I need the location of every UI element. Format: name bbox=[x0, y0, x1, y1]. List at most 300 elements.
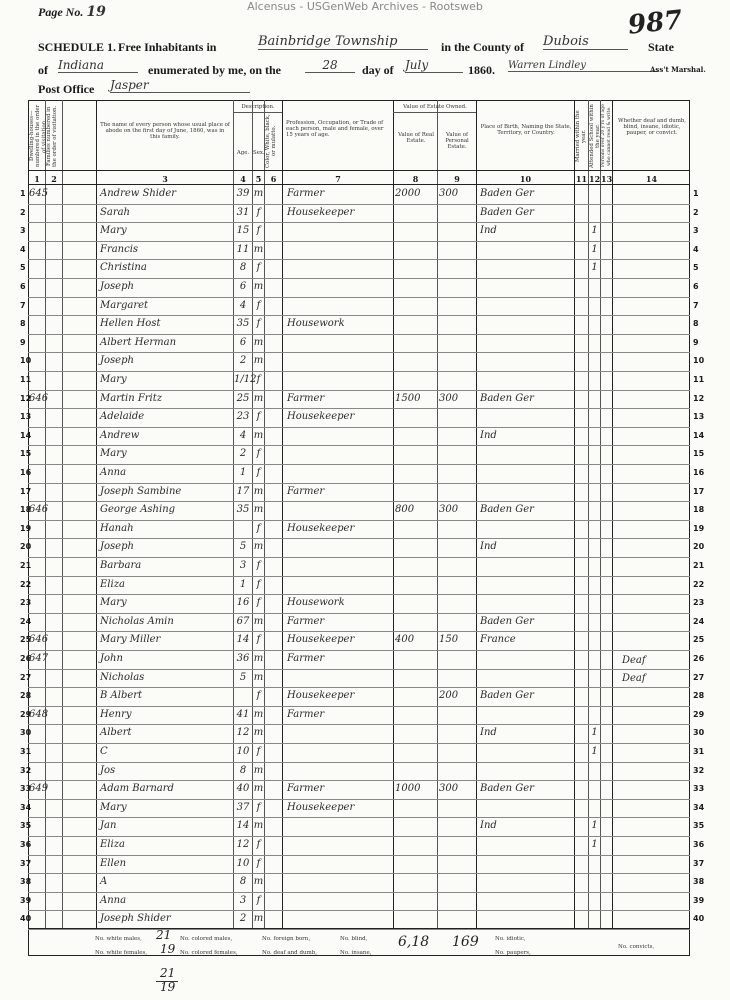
row-age: 36 bbox=[236, 653, 250, 664]
row-school bbox=[589, 780, 600, 798]
footer-white-females-value: 19 bbox=[160, 942, 176, 956]
row-occ bbox=[287, 427, 391, 445]
row-dw: 646 bbox=[29, 634, 49, 646]
row-occ bbox=[287, 743, 391, 761]
row-age: 2 bbox=[239, 448, 247, 460]
row-pers bbox=[439, 259, 475, 277]
row-number-right: 32 bbox=[693, 765, 705, 775]
state-label: State bbox=[648, 40, 674, 54]
row-pers: 300 bbox=[439, 504, 459, 516]
row-real bbox=[395, 241, 436, 259]
row-birth bbox=[480, 892, 572, 910]
row-number-right: 20 bbox=[693, 542, 705, 552]
col-divider bbox=[574, 100, 575, 928]
row-number-left: 33 bbox=[20, 784, 32, 794]
row-school bbox=[589, 390, 600, 408]
row-pers bbox=[439, 445, 475, 463]
row-pers bbox=[439, 557, 475, 575]
footer-idiotic: No. idiotic, bbox=[495, 936, 526, 942]
row-dw bbox=[29, 594, 46, 612]
marshal-name: Warren Lindley bbox=[508, 60, 658, 72]
row-age: 11 bbox=[236, 243, 250, 255]
row-occ bbox=[287, 855, 391, 873]
row-age: 5 bbox=[239, 671, 247, 683]
schedule-heading: SCHEDULE 1. bbox=[38, 40, 117, 54]
row-birth: Baden Ger bbox=[480, 615, 534, 627]
row-birth: Baden Ger bbox=[480, 188, 534, 199]
row-occ: Housekeeper bbox=[287, 411, 355, 423]
row-birth bbox=[480, 408, 572, 426]
row-dw bbox=[29, 445, 46, 463]
row-school bbox=[589, 855, 600, 873]
row-birth bbox=[480, 669, 572, 687]
colnum-2: 2 bbox=[51, 174, 57, 184]
row-school bbox=[589, 650, 600, 668]
row-dw bbox=[29, 873, 46, 891]
row-real bbox=[395, 743, 436, 761]
colnum-13: 13 bbox=[601, 174, 613, 184]
row-pers: 300 bbox=[439, 783, 459, 795]
row-pers bbox=[439, 724, 475, 742]
row-sex: f bbox=[256, 690, 261, 702]
row-birth bbox=[480, 259, 572, 277]
row-name: Andrew bbox=[100, 429, 140, 441]
col-divider bbox=[96, 100, 97, 928]
row-school bbox=[589, 594, 600, 612]
row-name: Adelaide bbox=[100, 411, 145, 423]
row-occ bbox=[287, 910, 391, 928]
row-dw bbox=[29, 724, 46, 742]
row-occ bbox=[287, 873, 391, 891]
row-dw bbox=[29, 464, 46, 482]
row-birth bbox=[480, 483, 572, 501]
row-sex: f bbox=[256, 299, 261, 311]
row-name: Adam Barnard bbox=[100, 783, 174, 795]
row-sex: m bbox=[253, 281, 264, 292]
row-real bbox=[395, 538, 436, 556]
row-number-left: 36 bbox=[20, 840, 32, 849]
row-occ bbox=[287, 445, 391, 463]
row-number-left: 15 bbox=[20, 449, 32, 459]
row-sex: f bbox=[256, 448, 261, 460]
row-sex: f bbox=[256, 225, 261, 237]
row-sex: m bbox=[253, 653, 264, 664]
row-occ bbox=[287, 576, 391, 594]
row-age: 16 bbox=[236, 597, 250, 609]
row-occ: Farmer bbox=[287, 615, 325, 627]
row-number-left: 23 bbox=[20, 598, 32, 608]
head-real-estate: Value of Real Estate. bbox=[398, 132, 434, 145]
row-number-left: 4 bbox=[20, 244, 26, 254]
row-birth bbox=[480, 576, 572, 594]
row-sex: f bbox=[256, 262, 261, 274]
row-dw bbox=[29, 520, 46, 538]
row-number-right: 33 bbox=[693, 784, 705, 794]
row-dw bbox=[29, 799, 46, 817]
row-real bbox=[395, 297, 436, 315]
row-sex: f bbox=[256, 597, 261, 609]
row-name: Martin Fritz bbox=[100, 392, 163, 404]
row-sex: m bbox=[253, 764, 264, 776]
row-number-left: 7 bbox=[20, 300, 26, 310]
row-dw bbox=[29, 241, 46, 259]
row-dw bbox=[29, 222, 46, 240]
row-age: 25 bbox=[236, 392, 250, 404]
row-school bbox=[589, 408, 600, 426]
remark-row-26: Deaf bbox=[622, 655, 646, 666]
row-occ bbox=[287, 259, 391, 277]
row-number-right: 16 bbox=[693, 468, 705, 477]
row-name: Joseph bbox=[100, 541, 134, 553]
row-number-left: 1 bbox=[20, 189, 26, 198]
head-family: Families numbered in the order of visitation. bbox=[46, 105, 59, 167]
row-dw bbox=[29, 892, 46, 910]
row-number-right: 14 bbox=[693, 430, 705, 440]
row-occ bbox=[287, 352, 391, 370]
row-name: John bbox=[100, 653, 123, 664]
row-pers bbox=[439, 669, 475, 687]
row-real: 400 bbox=[395, 634, 415, 646]
row-name: Hanah bbox=[100, 522, 134, 534]
head-cannot-read: Persons over 20 y'rs of age who cannot read & write. bbox=[601, 104, 613, 168]
row-pers bbox=[439, 408, 475, 426]
row-birth: Ind bbox=[480, 541, 497, 553]
row-number-right: 34 bbox=[693, 802, 705, 812]
row-real bbox=[395, 817, 436, 835]
day-of-label: day of bbox=[362, 63, 394, 77]
row-real bbox=[395, 706, 436, 724]
row-birth bbox=[480, 352, 572, 370]
row-number-left: 11 bbox=[20, 375, 32, 384]
row-occ: Housework bbox=[287, 597, 345, 609]
footer-white-males-value: 21 bbox=[156, 928, 172, 942]
row-sex: f bbox=[256, 411, 261, 423]
row-number-left: 21 bbox=[20, 561, 32, 570]
row-sex: m bbox=[253, 913, 264, 925]
row-number-left: 8 bbox=[20, 319, 26, 329]
row-birth: Baden Ger bbox=[480, 392, 534, 404]
row-number-right: 9 bbox=[693, 337, 699, 347]
row-pers bbox=[439, 613, 475, 631]
row-pers: 150 bbox=[439, 634, 459, 646]
row-occ bbox=[287, 724, 391, 742]
row-birth: Baden Ger bbox=[480, 206, 534, 218]
row-school bbox=[589, 352, 600, 370]
row-school bbox=[589, 799, 600, 817]
row-number-right: 5 bbox=[693, 263, 699, 273]
row-occ: Housekeeper bbox=[287, 522, 355, 534]
row-name: George Ashing bbox=[100, 504, 176, 516]
row-birth: France bbox=[480, 634, 516, 646]
row-name: A bbox=[100, 876, 108, 888]
row-number-right: 4 bbox=[693, 244, 699, 254]
row-age: 4 bbox=[239, 429, 247, 441]
row-birth bbox=[480, 799, 572, 817]
row-name: Mary bbox=[100, 801, 127, 813]
row-dw bbox=[29, 315, 46, 333]
row-age: 4 bbox=[239, 299, 247, 311]
row-real bbox=[395, 724, 436, 742]
row-number-left: 34 bbox=[20, 802, 32, 812]
row-real: 1000 bbox=[395, 783, 421, 795]
row-age: 8 bbox=[239, 262, 247, 274]
row-real bbox=[395, 222, 436, 240]
row-number-left: 28 bbox=[20, 691, 32, 701]
row-dw bbox=[29, 557, 46, 575]
row-pers bbox=[439, 278, 475, 296]
row-number-left: 38 bbox=[20, 877, 32, 887]
row-real bbox=[395, 799, 436, 817]
row-birth: Ind bbox=[480, 820, 497, 832]
col-divider bbox=[62, 100, 63, 928]
row-number-right: 6 bbox=[693, 282, 699, 291]
row-name: Anna bbox=[100, 467, 127, 478]
footer-foreign-born: No. foreign born, bbox=[262, 936, 311, 942]
row-number-left: 12 bbox=[20, 393, 32, 403]
row-real bbox=[395, 204, 436, 222]
row-occ bbox=[287, 762, 391, 780]
row-pers bbox=[439, 520, 475, 538]
col-divider bbox=[393, 100, 394, 928]
row-pers bbox=[439, 371, 475, 389]
free-inhabitants-label: Free Inhabitants in bbox=[118, 40, 217, 54]
county-label: in the County of bbox=[441, 40, 525, 54]
row-real bbox=[395, 352, 436, 370]
row-dw: 645 bbox=[29, 188, 49, 199]
row-name: Mary bbox=[100, 374, 127, 385]
row-age: 37 bbox=[236, 801, 250, 813]
row-age: 1 bbox=[239, 467, 247, 478]
col-divider bbox=[282, 100, 283, 928]
row-age: 3 bbox=[239, 560, 247, 571]
row-age bbox=[234, 520, 252, 538]
row-sex: f bbox=[256, 522, 261, 534]
row-sex: f bbox=[256, 467, 261, 478]
row-birth bbox=[480, 315, 572, 333]
row-occ: Farmer bbox=[287, 783, 325, 795]
row-sex: f bbox=[256, 894, 261, 906]
row-age: 12 bbox=[236, 727, 250, 739]
row-real bbox=[395, 892, 436, 910]
row-real bbox=[395, 613, 436, 631]
row-name: Henry bbox=[100, 708, 132, 720]
row-real bbox=[395, 873, 436, 891]
row-school bbox=[589, 464, 600, 482]
row-name: Hellen Host bbox=[100, 318, 161, 330]
row-school: 1 bbox=[591, 746, 598, 757]
row-number-right: 30 bbox=[693, 728, 705, 738]
row-real bbox=[395, 278, 436, 296]
row-age: 6 bbox=[239, 281, 247, 292]
row-school bbox=[589, 706, 600, 724]
enumerated-label: enumerated by me, on the bbox=[148, 63, 281, 77]
row-number-right: 36 bbox=[693, 840, 705, 849]
row-real bbox=[395, 855, 436, 873]
row-real bbox=[395, 687, 436, 705]
row-name: Sarah bbox=[100, 206, 130, 218]
state-value: Indiana bbox=[58, 58, 138, 73]
row-occ: Housekeeper bbox=[287, 690, 355, 702]
row-name: Eliza bbox=[100, 578, 125, 590]
row-occ bbox=[287, 278, 391, 296]
row-occ bbox=[287, 817, 391, 835]
row-number-left: 6 bbox=[20, 282, 26, 291]
row-sex: m bbox=[253, 336, 264, 348]
row-number-left: 20 bbox=[20, 542, 32, 552]
row-age: 39 bbox=[236, 188, 250, 199]
row-number-left: 29 bbox=[20, 709, 32, 719]
row-school: 1 bbox=[591, 262, 598, 274]
row-school: 1 bbox=[591, 727, 598, 739]
row-real bbox=[395, 334, 436, 352]
page-number: 19 bbox=[86, 4, 106, 20]
col-divider bbox=[476, 100, 477, 928]
row-number-left: 39 bbox=[20, 895, 32, 905]
row-pers bbox=[439, 743, 475, 761]
row-dw bbox=[29, 743, 46, 761]
row-occ bbox=[287, 297, 391, 315]
row-sex: m bbox=[253, 485, 264, 497]
row-real bbox=[395, 594, 436, 612]
row-age: 6 bbox=[239, 336, 247, 348]
row-sex: f bbox=[256, 374, 261, 385]
page-label bbox=[38, 4, 106, 20]
row-sex: m bbox=[253, 783, 264, 795]
row-number-right: 21 bbox=[693, 561, 705, 570]
row-pers bbox=[439, 762, 475, 780]
day-value: 28 bbox=[305, 58, 355, 73]
row-sex: f bbox=[256, 318, 261, 330]
row-birth bbox=[480, 464, 572, 482]
row-pers bbox=[439, 594, 475, 612]
colnum-6: 6 bbox=[270, 174, 277, 184]
row-pers bbox=[439, 910, 475, 928]
row-name: Joseph Shider bbox=[100, 913, 171, 925]
row-age: 5 bbox=[239, 541, 247, 553]
row-pers bbox=[439, 241, 475, 259]
row-school bbox=[589, 892, 600, 910]
row-name: Mary bbox=[100, 225, 127, 237]
row-dw bbox=[29, 910, 46, 928]
year-value: 1860. bbox=[468, 63, 495, 77]
row-birth bbox=[480, 520, 572, 538]
row-name: Ellen bbox=[100, 857, 127, 869]
row-pers bbox=[439, 538, 475, 556]
row-occ bbox=[287, 334, 391, 352]
row-birth bbox=[480, 743, 572, 761]
row-pers bbox=[439, 483, 475, 501]
row-number-left: 3 bbox=[20, 226, 26, 236]
row-birth bbox=[480, 445, 572, 463]
row-dw bbox=[29, 855, 46, 873]
row-school bbox=[589, 576, 600, 594]
row-occ: Farmer bbox=[287, 392, 325, 404]
row-dw bbox=[29, 297, 46, 315]
row-sex: m bbox=[253, 504, 264, 516]
row-number-right: 26 bbox=[693, 654, 705, 663]
row-school: 1 bbox=[591, 839, 598, 850]
row-age: 14 bbox=[236, 820, 250, 832]
row-dw bbox=[29, 483, 46, 501]
row-occ bbox=[287, 371, 391, 389]
row-number-left: 5 bbox=[20, 263, 26, 273]
row-name: Barbara bbox=[100, 560, 142, 571]
row-birth bbox=[480, 762, 572, 780]
row-school bbox=[589, 334, 600, 352]
row-number-left: 22 bbox=[20, 579, 32, 589]
row-age: 15 bbox=[236, 225, 250, 237]
row-school bbox=[589, 762, 600, 780]
head-birthplace: Place of Birth, Naming the State, Territory, or Country. bbox=[480, 124, 572, 137]
row-school bbox=[589, 315, 600, 333]
row-real bbox=[395, 483, 436, 501]
row-sex: f bbox=[256, 634, 261, 646]
row-dw bbox=[29, 204, 46, 222]
footer-insane: No. insane, bbox=[340, 950, 372, 956]
row-occ bbox=[287, 836, 391, 854]
row-birth: Baden Ger bbox=[480, 504, 534, 516]
row-number-left: 24 bbox=[20, 616, 32, 626]
row-pers bbox=[439, 222, 475, 240]
colnum-9: 9 bbox=[454, 174, 460, 184]
row-dw bbox=[29, 371, 46, 389]
row-occ: Housekeeper bbox=[287, 634, 355, 646]
footer-colored-females: No. colored females, bbox=[180, 950, 238, 956]
row-pers bbox=[439, 873, 475, 891]
row-school bbox=[589, 538, 600, 556]
row-school bbox=[589, 297, 600, 315]
row-age: 2 bbox=[239, 355, 247, 367]
colnum-5: 5 bbox=[255, 174, 262, 184]
row-dw bbox=[29, 538, 46, 556]
row-real bbox=[395, 371, 436, 389]
row-school bbox=[589, 185, 600, 203]
row-number-right: 12 bbox=[693, 393, 705, 403]
row-school: 1 bbox=[591, 225, 598, 237]
row-number-right: 25 bbox=[693, 635, 705, 645]
row-dw bbox=[29, 334, 46, 352]
row-age: 14 bbox=[236, 634, 250, 646]
description-subline bbox=[233, 112, 282, 113]
row-sex: m bbox=[253, 429, 264, 441]
row-number-right: 3 bbox=[693, 226, 699, 236]
row-number-left: 25 bbox=[20, 635, 32, 645]
footer-top-line bbox=[28, 928, 690, 929]
row-name: B Albert bbox=[100, 690, 143, 702]
row-number-right: 7 bbox=[693, 300, 699, 310]
row-number-right: 10 bbox=[693, 356, 705, 366]
row-number-right: 37 bbox=[693, 858, 705, 868]
row-real bbox=[395, 464, 436, 482]
county-value: Dubois bbox=[543, 34, 628, 50]
footer-total-top: 21 bbox=[160, 966, 176, 980]
row-sex: m bbox=[253, 541, 264, 553]
footer-blind: No. blind, bbox=[340, 936, 368, 942]
row-age: 40 bbox=[236, 783, 250, 795]
row-age: 10 bbox=[236, 857, 250, 869]
row-dw: 646 bbox=[29, 504, 49, 516]
row-name: Nicholas bbox=[100, 671, 145, 683]
row-real bbox=[395, 445, 436, 463]
row-age: 8 bbox=[239, 876, 247, 888]
row-dw bbox=[29, 613, 46, 631]
row-pers bbox=[439, 799, 475, 817]
footer-white-females: No. white females, bbox=[95, 950, 148, 956]
marshal-label: Ass't Marshal. bbox=[650, 65, 706, 74]
row-name: C bbox=[100, 746, 108, 757]
row-dw bbox=[29, 576, 46, 594]
row-occ bbox=[287, 222, 391, 240]
